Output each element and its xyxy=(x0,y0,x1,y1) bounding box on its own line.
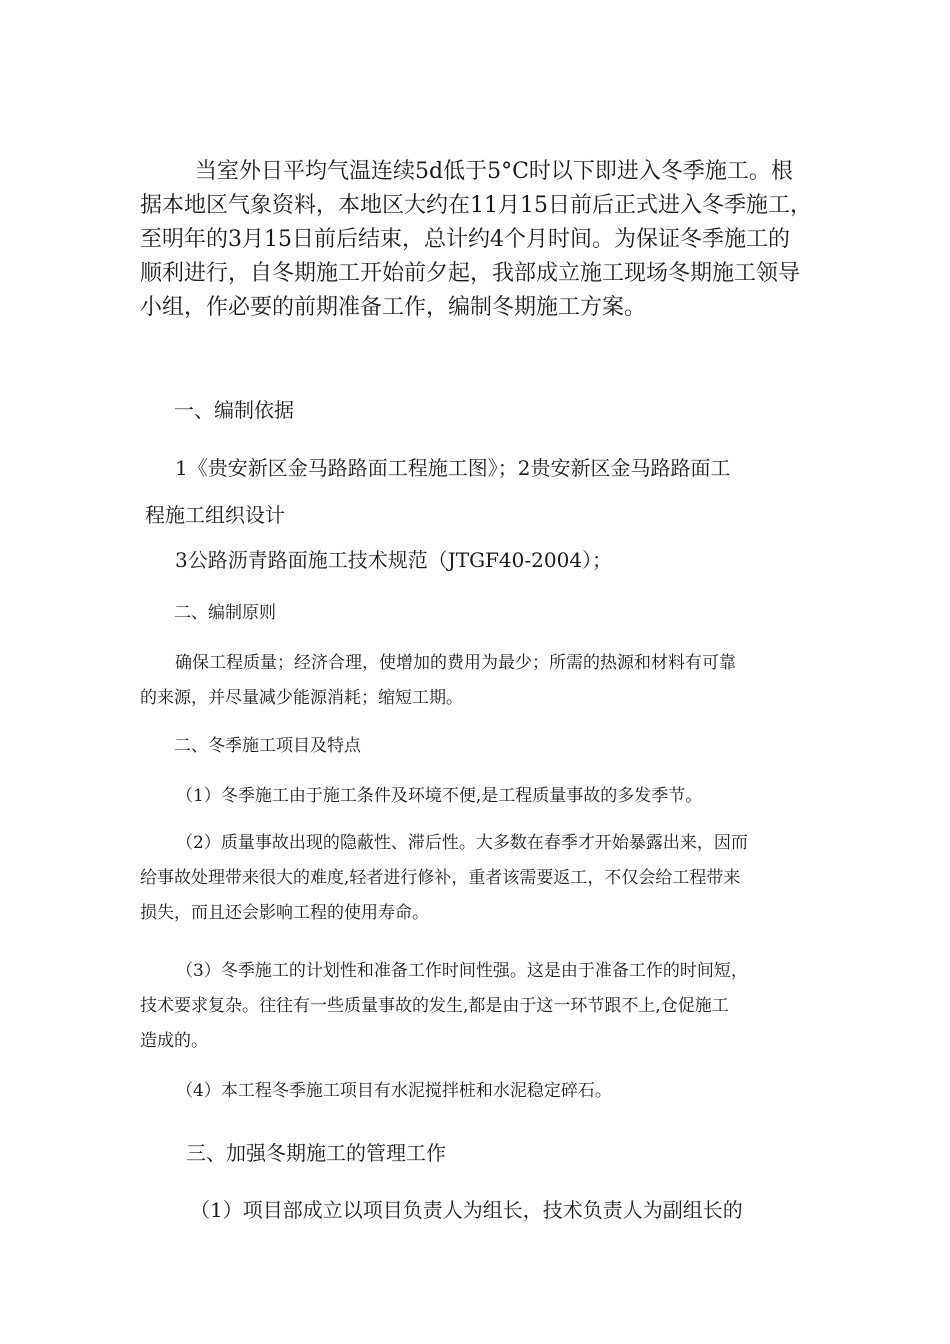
intro-line-3: 至明年的3月15日前后结束，总计约4个月时间。为保证冬季施工的 xyxy=(140,227,790,252)
winter-item-3-line-2: 技术要求复杂。往往有一些质量事故的发生,都是由于这一环节跟不上,仓促施工 xyxy=(140,996,729,1016)
intro-line-2: 据本地区气象资料，本地区大约在11月15日前后正式进入冬季施工， xyxy=(140,193,812,218)
winter-item-2-line-2: 给事故处理带来很大的难度,轻者进行修补，重者该需要返工，不仅会给工程带来 xyxy=(140,868,741,888)
winter-item-2-line-1: （2）质量事故出现的隐蔽性、滞后性。大多数在春季才开始暴露出来，因而 xyxy=(176,833,748,853)
winter-item-4: （4）本工程冬季施工项目有水泥搅拌桩和水泥稳定碎石。 xyxy=(176,1081,612,1101)
principles-line-2: 的来源，并尽量减少能源消耗；缩短工期。 xyxy=(140,688,463,708)
reference-line-2: 程施工组织设计 xyxy=(145,503,285,527)
intro-line-5: 小组，作必要的前期准备工作，编制冬期施工方案。 xyxy=(140,295,647,320)
section-heading-winter-items: 二、冬季施工项目及特点 xyxy=(174,736,361,756)
intro-line-4: 顺利进行，自冬期施工开始前夕起，我部成立施工现场冬期施工领导 xyxy=(140,261,801,286)
reference-3: 3公路沥青路面施工技术规范（JTGF40-2004）； xyxy=(175,548,613,572)
winter-item-3 xyxy=(140,954,748,1059)
management-item-1: （1）项目部成立以项目负责人为组长，技术负责人为副组长的 xyxy=(190,1198,743,1222)
section-heading-management: 三、加强冬期施工的管理工作 xyxy=(186,1141,446,1165)
intro-paragraph xyxy=(140,155,812,325)
winter-item-2 xyxy=(140,826,748,931)
winter-item-2-line-3: 损失，而且还会影响工程的使用寿命。 xyxy=(140,903,429,923)
principles-paragraph xyxy=(140,646,736,716)
winter-item-3-line-1: （3）冬季施工的计划性和准备工作时间性强。这是由于准备工作的时间短， xyxy=(176,961,748,981)
reference-line-1: 1《贵安新区金马路路面工程施工图》；2贵安新区金马路路面工 xyxy=(175,456,731,480)
winter-item-3-line-3: 造成的。 xyxy=(140,1031,208,1051)
principles-line-1: 确保工程质量；经济合理，使增加的费用为最少；所需的热源和材料有可靠 xyxy=(175,653,736,673)
section-heading-basis: 一、编制依据 xyxy=(174,398,294,422)
reference-1-2 xyxy=(145,445,730,539)
intro-line-1: 当室外日平均气温连续5d低于5°C时以下即进入冬季施工。根 xyxy=(195,159,793,184)
winter-item-1: （1）冬季施工由于施工条件及环境不便,是工程质量事故的多发季节。 xyxy=(176,786,703,806)
section-heading-principles: 二、编制原则 xyxy=(174,603,276,623)
